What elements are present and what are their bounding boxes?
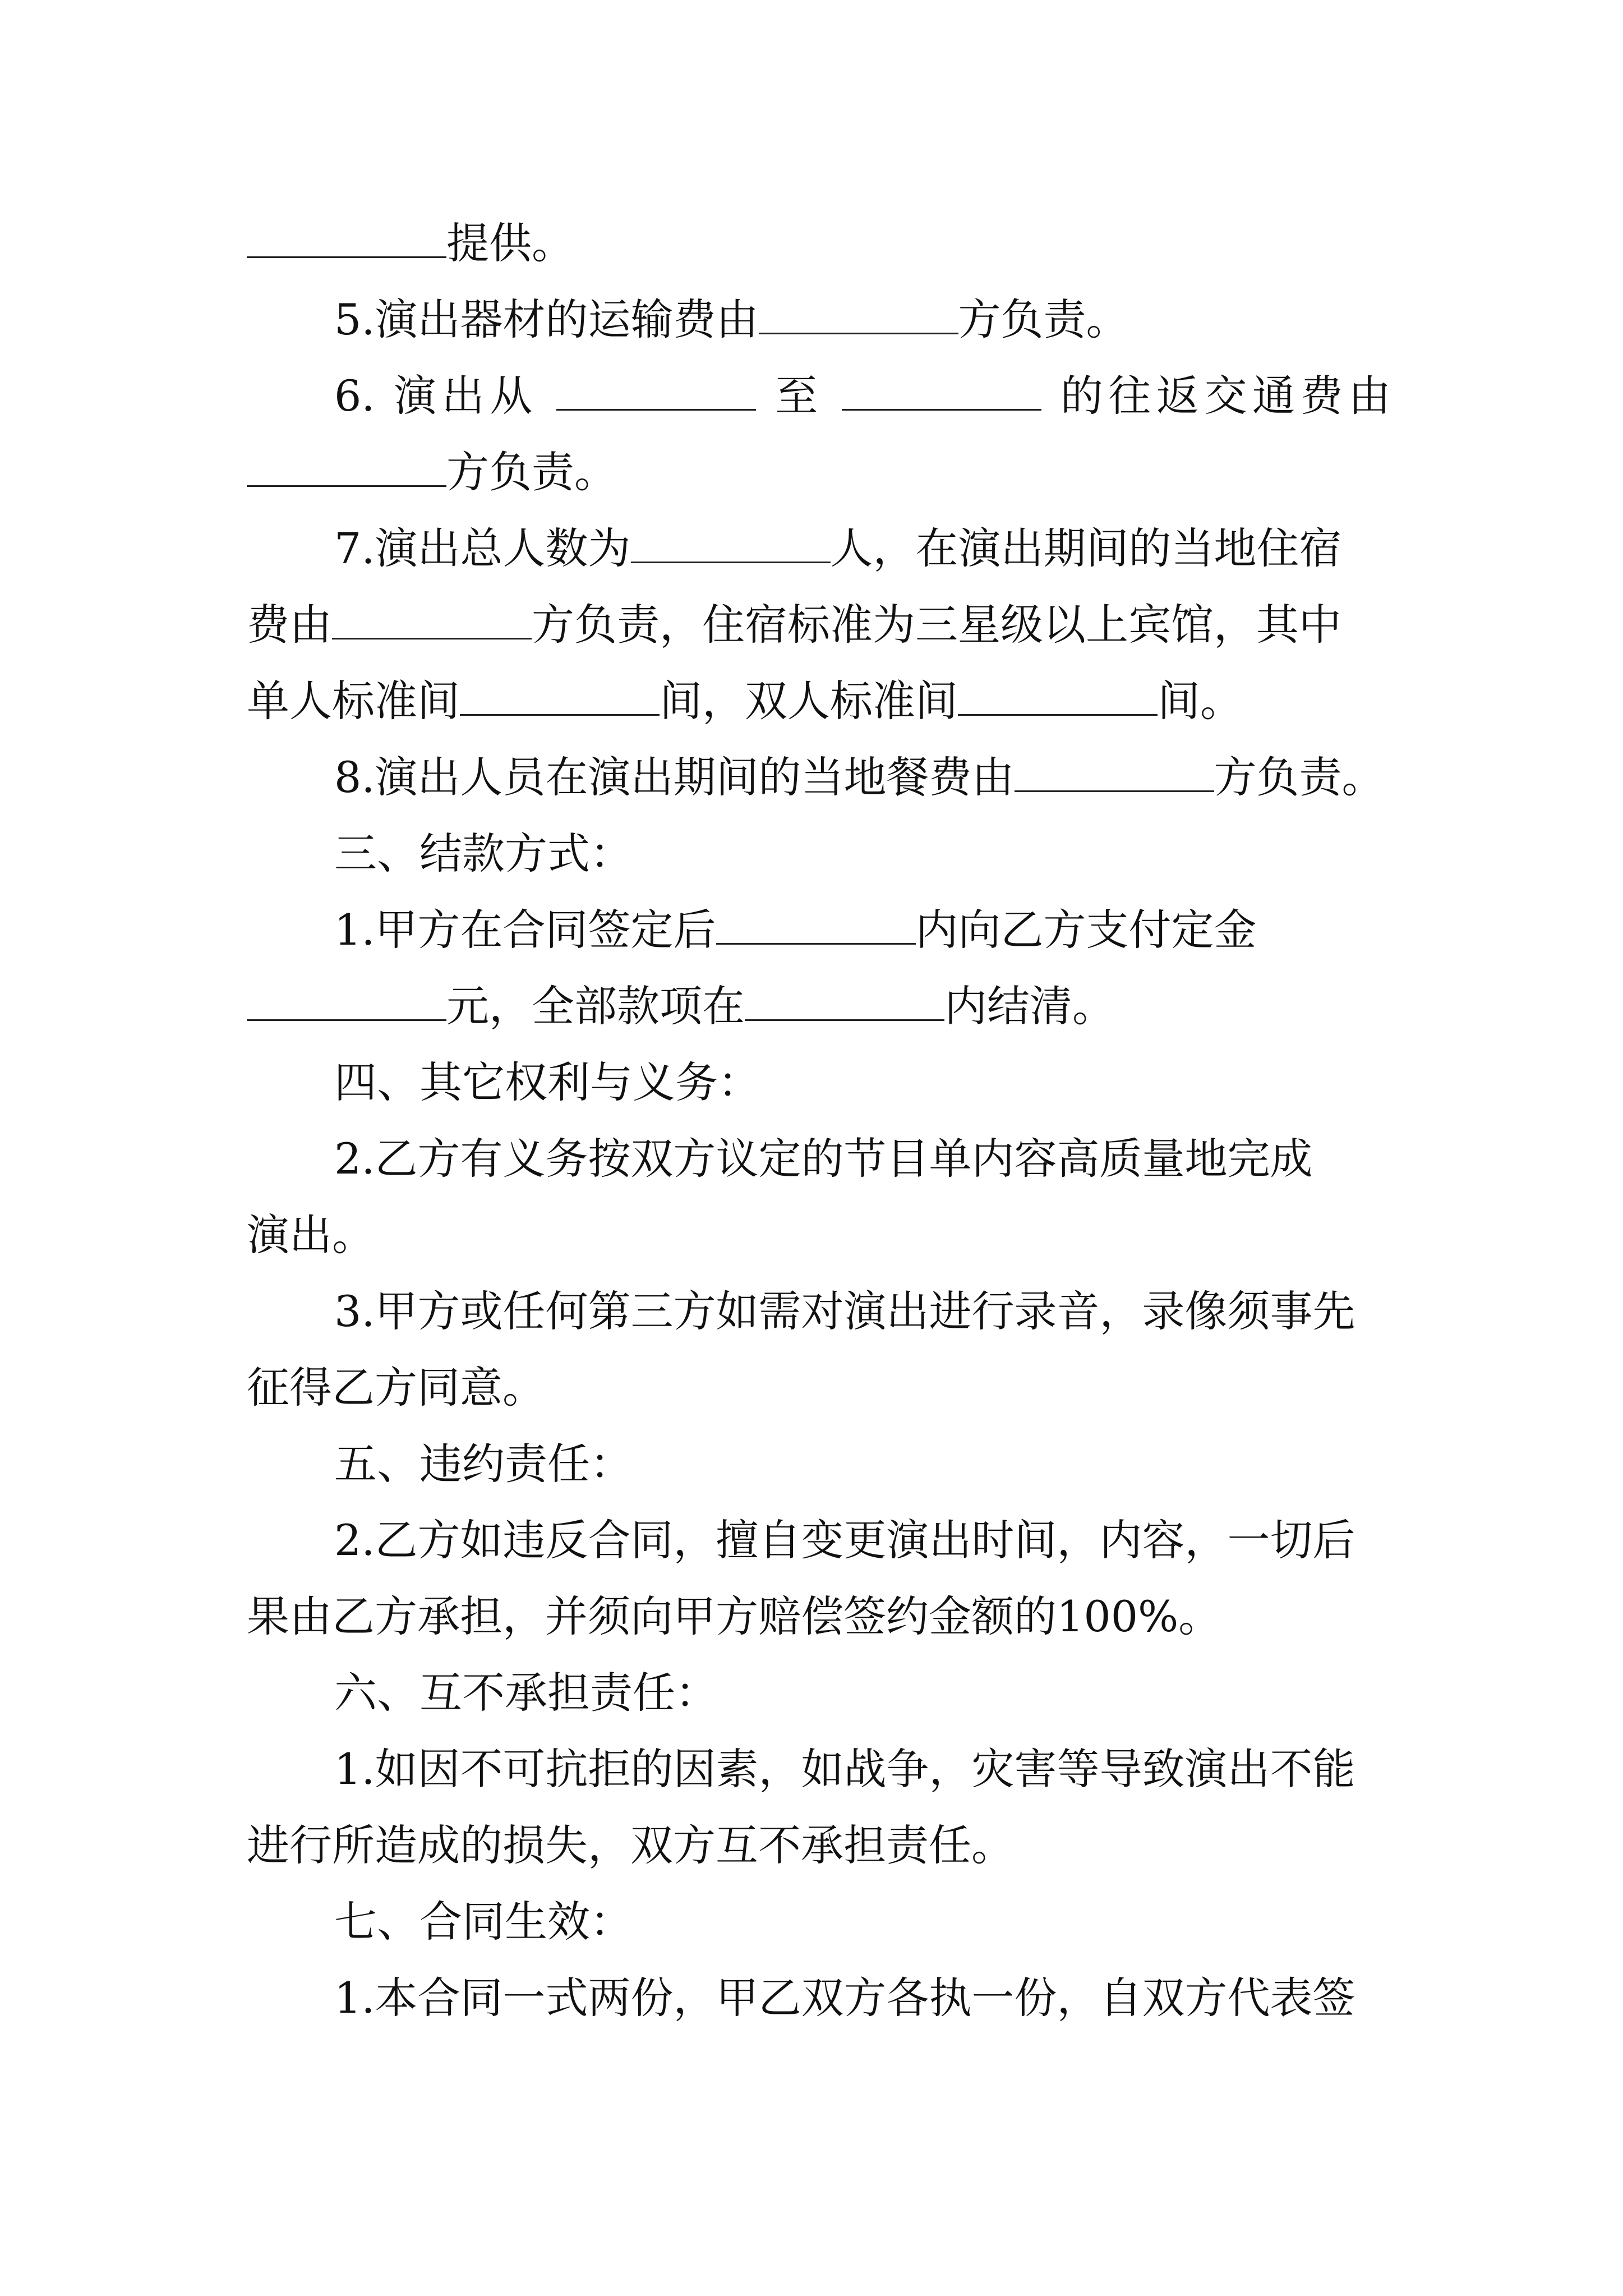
- text-segment: 6. 演出从: [334, 371, 538, 421]
- text-segment: 提供。: [446, 218, 574, 268]
- text-segment: 人，在演出期间的当地住宿: [830, 523, 1342, 573]
- text-segment: 七、合同生效：: [334, 1897, 633, 1947]
- text-segment: 果由乙方承担，并须向甲方赔偿签约金额的100%。: [247, 1591, 1221, 1641]
- text-line: [247, 1361, 1391, 1415]
- text-segment: 间。: [1158, 676, 1243, 726]
- text-line: [334, 369, 1391, 423]
- text-segment: 进行所造成的损失，双方互不承担责任。: [247, 1820, 1014, 1870]
- text-line: [334, 1132, 1391, 1186]
- text-line: [247, 1590, 1391, 1644]
- text-segment: 间，双人标准间: [660, 676, 958, 726]
- text-segment: 8.演出人员在演出期间的当地餐费由: [334, 752, 1015, 802]
- text-line: [247, 445, 1391, 499]
- section-heading: [334, 1895, 1391, 1949]
- fill-in-blank: [958, 675, 1158, 716]
- text-segment: 方负责，住宿标准为三星级以上宾馆，其中: [532, 600, 1341, 650]
- fill-in-blank: [842, 370, 1041, 411]
- text-segment: 费由: [247, 600, 332, 650]
- section-heading: [334, 1056, 1391, 1110]
- fill-in-blank: [631, 522, 831, 563]
- text-line: [247, 674, 1391, 728]
- fill-in-blank: [1015, 751, 1214, 792]
- text-segment: 1.本合同一式两份，甲乙双方各执一份，自双方代表签: [334, 1973, 1355, 2023]
- section-heading: [334, 1437, 1391, 1491]
- text-segment: 5.演出器材的运输费由: [334, 295, 759, 344]
- text-segment: 7.演出总人数为: [334, 523, 631, 573]
- fill-in-blank: [716, 904, 916, 945]
- fill-in-blank: [332, 599, 532, 639]
- text-line: [334, 751, 1391, 804]
- text-line: [334, 903, 1391, 957]
- text-line: [334, 522, 1391, 576]
- text-segment: 内结清。: [944, 981, 1115, 1031]
- text-segment: 1.甲方在合同签定后: [334, 905, 716, 955]
- text-segment: 五、违约责任：: [334, 1439, 633, 1489]
- text-segment: 六、互不承担责任：: [334, 1668, 718, 1718]
- text-line: [334, 1971, 1391, 2025]
- text-segment: 方负责。: [958, 295, 1129, 344]
- text-segment: 内向乙方支付定金: [915, 905, 1257, 955]
- text-segment: 三、结款方式：: [334, 829, 633, 878]
- fill-in-blank: [247, 217, 446, 258]
- text-segment: 单人标准间: [247, 676, 460, 726]
- text-line: [247, 217, 1391, 270]
- text-segment: 3.甲方或任何第三方如需对演出进行录音，录像须事先: [334, 1286, 1355, 1336]
- text-segment: 方负责。: [1214, 752, 1385, 802]
- fill-in-blank: [460, 675, 660, 716]
- text-line: [334, 1285, 1391, 1338]
- text-segment: 2.乙方有义务按双方议定的节目单内容高质量地完成: [334, 1134, 1313, 1184]
- text-segment: 2.乙方如违反合同，擅自变更演出时间，内容，一切后: [334, 1515, 1355, 1565]
- text-line: [247, 1208, 1391, 1262]
- fill-in-blank: [247, 980, 446, 1021]
- text-line: [247, 598, 1391, 652]
- text-line: [334, 293, 1391, 347]
- section-heading: [334, 827, 1391, 881]
- text-segment: 1.如因不可抗拒的因素，如战争，灾害等导致演出不能: [334, 1744, 1355, 1794]
- fill-in-blank: [247, 446, 446, 487]
- fill-in-blank: [745, 980, 944, 1021]
- text-line: [247, 1819, 1391, 1872]
- text-line: [247, 979, 1391, 1033]
- text-segment: 四、其它权利与义务：: [334, 1057, 760, 1107]
- text-segment: 演出。: [247, 1210, 375, 1260]
- section-heading: [334, 1666, 1391, 1720]
- fill-in-blank: [556, 370, 756, 411]
- text-line: [334, 1742, 1391, 1796]
- text-segment: 元，全部款项在: [446, 981, 745, 1031]
- text-line: [334, 1513, 1391, 1567]
- fill-in-blank: [759, 293, 958, 334]
- text-segment: 至: [775, 371, 823, 421]
- text-segment: 方负责。: [446, 447, 617, 497]
- text-segment: 的往返交通费由: [1060, 371, 1391, 421]
- text-segment: 征得乙方同意。: [247, 1363, 545, 1412]
